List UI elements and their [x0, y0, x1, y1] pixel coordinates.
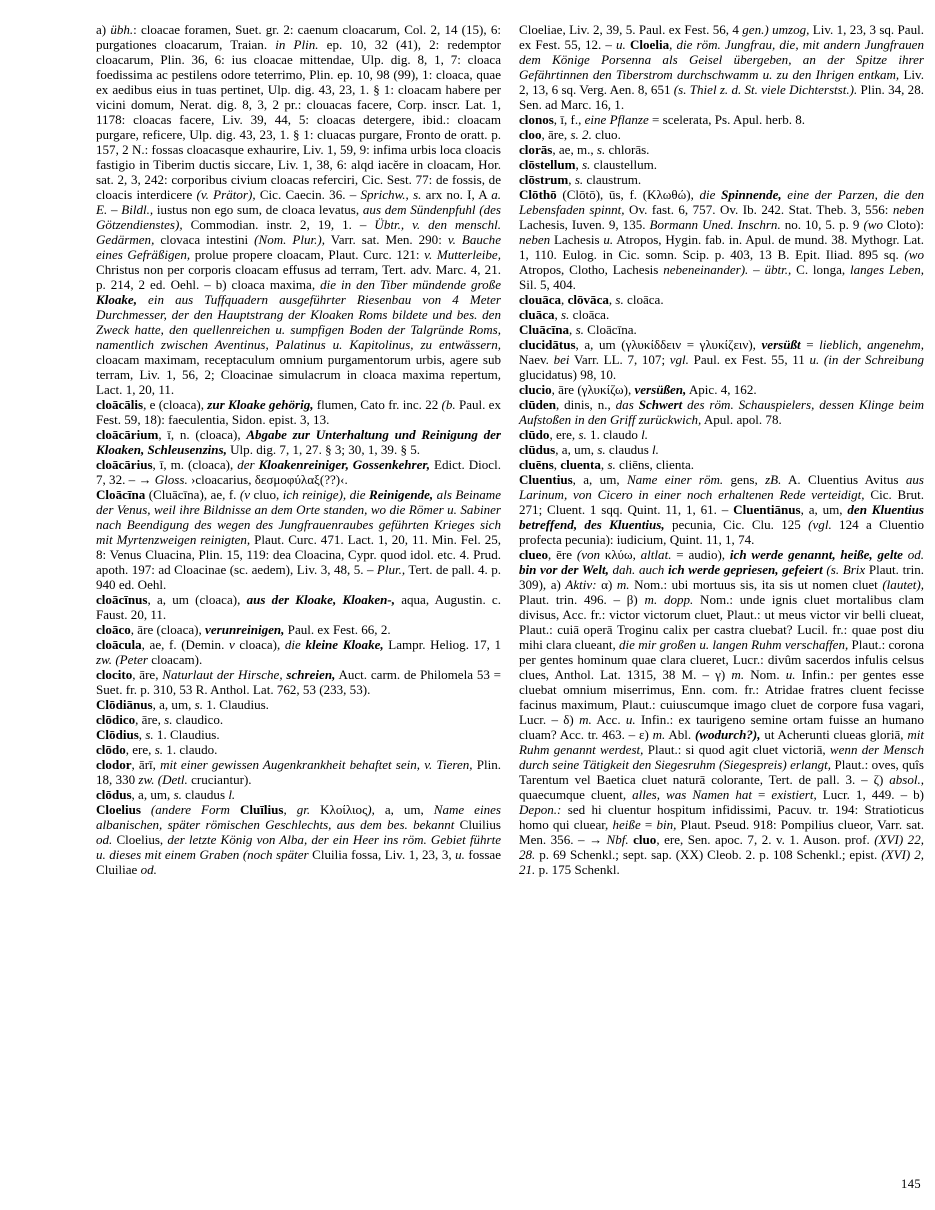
dictionary-entry: clōdus, a, um, s. claudus l. [96, 787, 236, 802]
dictionary-entry: clodor, ārī, mit einer gewissen Augenkrankheit behaftet sein, v. Tieren, Plin. 18, 330 zw. (Detl. cruciantur). [96, 757, 501, 787]
dictionary-entry: clouāca, clōvāca, s. cloāca. [519, 292, 664, 307]
dictionary-entry: Cloelius (andere Form Cluīlius, gr. Κλοίλιος), a, um, Name eines albanischen, später römischen Geschlechts, aus dem bes. bekannt Cluilius od. Cloelius, der letzte König von Alba, der ein Heer ins röm. Gebiet führte u. dieses mit einem Graben (noch später Cluilia fossa, Liv. 1, 23, 3, u. fossae Cluiliae od. [96, 802, 501, 877]
left-column [96, 22, 501, 1157]
dictionary-entry: cloācārium, ī, n. (cloaca), Abgabe zur Unterhaltung und Reinigung der Kloaken, Schleusenzins, Ulp. dig. 7, 1, 27. § 3; 30, 1, 39. § 5. [96, 427, 502, 457]
dictionary-entry: Cluācīna, s. Cloācīna. [519, 322, 637, 337]
dictionary-entry: cloācārius, ī, m. (cloaca), der Kloakenreiniger, Gossenkehrer, Edict. Diocl. 7, 32. – → Gloss. ›cloacarius, δεσμοφύλαξ(??)‹. [96, 457, 501, 487]
dictionary-entry: Clōdius, s. 1. Claudius. [96, 727, 220, 742]
dictionary-entry: clucio, āre (γλυκίζω), versüßen, Apic. 4, 162. [519, 382, 757, 397]
dictionary-entry: cloāco, āre (cloaca), verunreinigen, Paul. ex Fest. 66, 2. [96, 622, 391, 637]
dictionary-entry: clucidātus, a, um (γλυκίδδειν = γλυκίζειν), versüßt = lieblich, angenehm, Naev. bei Varr. LL. 7, 107; vgl. Paul. ex Fest. 55, 11 u. (in der Schreibung glucidatus) 98, 10. [519, 337, 924, 382]
dictionary-entry: cloācīnus, a, um (cloaca), aus der Kloake, Kloaken-, aqua, Augustin. c. Faust. 20, 11. [96, 592, 501, 622]
dictionary-entry: cloācālis, e (cloaca), zur Kloake gehörig, flumen, Cato fr. inc. 22 (b. Paul. ex Fest. 59, 18): faeculentia, Sidon. epist. 3, 13. [96, 397, 501, 427]
dictionary-entry-continuation: a) übh.: cloacae foramen, Suet. gr. 2: caenum cloacarum, Col. 2, 14 (15), 6: purgationes cloacarum, Traian. in Plin. ep. 10, 32 (41), 2: redemptor cloacarum, Plin. 36, 6: ius cloacae mittendae, Ulp. dig. 8, 1, 7: cloaca foedissima ac pestilens odore teterrimo, Plin. ep. 10, 98 (99), 1: cloaca, quae ex aedibus eius in tuas pertinet, Ulp. dig. 43, 23, 1. § 1: cloacam habere per vicini domum, Nerat. dig. 8, 3, 2 pr.: clouacas facere, Corp. inscr. Lat. 1, 1178: cloacas facere, Liv. 39, 44, 5: cloacas detergere, ibid.: cloacam purgare, reficere, Ulp. dig. 43, 23, 1. § 1: cluacas purgare, Fronto de oratt. p. 157, 2 N.: fossas cloacasque exhaurire, Liv. 1, 59, 9: infima urbis loca cloacis fastigio in Tiberim ductis siccare, Liv. 1, 38, 6: alqd iacĕre in cloacam, Hor. sat. 2, 3, 242: corporibus civium cloacas referciri, Cic. Sest. 77: de fossis, de cloacis interdicere (v. Prätor), Cic. Caecin. 36. – Sprichw., s. arx no. I, A a. E. – Bildl., iustus non ego sum, de cloaca levatus, aus dem Sündenpfuhl (des Götzendienstes), Commodian. instr. 2, 19, 1. – Übtr., v. den menschl. Gedärmen, clovaca intestini (Nom. Plur.), Varr. sat. Men. 290: v. Bauche eines Gefräßigen, prolue propere cloacam, Plaut. Curc. 121: v. Mutterleibe, Christus non per corporis cloacam effusus ad terram, Tert. adv. Marc. 4, 21. p. 214, 2 ed. Oehl. – b) cloaca maxima, die in den Tiber mündende große Kloake, ein aus Tuffquadern ausgeführter Riesenbau von 4 Meter Durchmesser, der den Hauptstrang der Kloaken Roms bildete und bes. den Zweck hatte, den quellenreichen u. sumpfigen Boden der Talgründe Roms, namentlich zwischen Aventinus, Palatinus u. Kapitolinus, zu entwässern, cloacam maximam, receptaculum omnium purgamentorum urbis, agere sub terram, Liv. 1, 56, 2; Cloacinae simulacrum in cloaca maxima repertum, Lact. 1, 20, 11. [96, 22, 502, 397]
dictionary-entry-continuation: Cloeliae, Liv. 2, 39, 5. Paul. ex Fest. 56, 4 gen.) umzog, Liv. 1, 23, 3 sq. Paul. ex Fest. 55, 12. – u. Cloelia, die röm. Jungfrau, die, mit andern Jungfrauen dem Könige Porsenna als Geisel übergeben, an der Spitze ihrer Gefährtinnen den Tiberstrom durchschwamm u. zu den Ihrigen entkam, Liv. 2, 13, 6 sq. Verg. Aen. 8, 651 (s. Thiel z. d. St. viele Dichterstst.). Plin. 34, 28. Sen. ad Marc. 16, 1. [519, 22, 924, 112]
dictionary-entry: clūden, dinis, n., das Schwert des röm. Schauspielers, dessen Klinge beim Aufstoßen in den Griff zurückwich, Apul. apol. 78. [519, 397, 925, 427]
two-column-body [96, 22, 924, 1157]
dictionary-entry: clocito, āre, Naturlaut der Hirsche, schreien, Auct. carm. de Philomela 53 = Suet. fr. p. 310, 53 R. Anthol. Lat. 762, 53 (233, 53). [96, 667, 502, 697]
dictionary-entry: cloo, āre, s. 2. cluo. [519, 127, 621, 142]
dictionary-entry: clūdus, a, um, s. claudus l. [519, 442, 659, 457]
dictionary-entry: Cloācīna (Cluācīna), ae, f. (v cluo, ich reinige), die Reinigende, als Beiname der Venus, weil ihre Bildnisse an dem Orte standen, wo die Römer u. Sabiner nach Beendigung des wegen des Jungfrauenraubes geführten Krieges sich mit Myrtenzweigen reinigten, Plaut. Curc. 471. Lact. 1, 20, 11. Min. Fel. 25, 8: Venus Cluacina, Plin. 15, 119: dea Cloacina, Cypr. quod idol. etc. 4. Prud. apoth. 197: ad Cloacinae (sc. aedem), Liv. 3, 48, 5. – Plur., Tert. de pall. 4. p. 940 ed. Oehl. [96, 487, 502, 592]
dictionary-entry: clueo, ēre (von κλύω, altlat. = audio), ich werde genannt, heiße, gelte od. bin vor der Welt, dah. auch ich werde gepriesen, gefeiert (s. Brix Plaut. trin. 309), a) Aktiv: α) m. Nom.: ubi mortuus sis, ita sis ut nomen cluet (lautet), Plaut. trin. 496. – β) m. dopp. Nom.: unde ignis cluet mortalibus clam divisus, Acc. fr.: victor victorum cluet, Plaut.: ut meus victor vir belli clueat, Plaut.: cuiā operā Troginu calix per castra cluebat? Lucil. fr.: quae post diu mihi clara clueant, die mir großen u. langen Ruhm verschaffen, Plaut.: corona per gentes hominum quae clara clueret, Lucr.: divûm sacerdos infulis celsus clues, Anthol. Lat. 1315, 38 M. – γ) m. Nom. u. Infin.: per gentes esse cluebat omnium miserrimus, Enn. com. fr.: Atridae fratres cluent fecisse facinus maximum, Plaut.: cuiuscumque imago cluet de corpore fusa vagari, Lucr. – δ) m. Acc. u. Infin.: ex taurigeno semine ortam fuisse an humano cluam? Acc. tr. 463. – ε) m. Abl. (wodurch?), ut Acherunti clueas gloriā, mit Ruhm genannt werdest, Plaut.: si quod agit cluet victoriā, wenn der Mensch durch seine Tätigkeit den Siegesruhm (Siegespreis) erlangt, Plaut.: oves, quîs Tarentum vel Baetica cluet naturā colorante, Tert. de pall. 3. – ζ) absol., quaecumque cluent, alles, was Namen hat = existiert, Lucr. 1, 449. – b) Depon.: sed hi cluentur hospitum infidissimi, Pacuv. tr. 194: Stratioticus homo qui cluear, heiße = bin, Plaut. Pseud. 918: Pompilius clueor, Varr. sat. Men. 356. – → Nbf. cluo, ere, Sen. apoc. 7, 2. v. 1. Auson. prof. (XVI) 22, 28. p. 69 Schenkl.; sept. sap. (XX) Cleob. 2. p. 108 Schenkl.; epist. (XVI) 2, 21. p. 175 Schenkl. [519, 547, 925, 877]
page-number: 145 [901, 1177, 921, 1191]
dictionary-entry: cloācula, ae, f. (Demin. v cloaca), die kleine Kloake, Lampr. Heliog. 17, 1 zw. (Peter cloacam). [96, 637, 502, 667]
dictionary-entry: clōdico, āre, s. claudico. [96, 712, 224, 727]
dictionary-entry: clōstrum, s. claustrum. [519, 172, 642, 187]
dictionary-entry: Clōthō (Clōtō), ūs, f. (Κλωθώ), die Spinnende, eine der Parzen, die den Lebensfaden spinnt, Ov. fast. 6, 757. Ov. Ib. 242. Stat. Theb. 3, 556: neben Lachesis, Iuven. 9, 135. Bormann Uned. Inschrn. no. 10, 5. p. 9 (wo Cloto): neben Lachesis u. Atropos, Hygin. fab. in. Apul. de mund. 38. Mythogr. Lat. 1, 110. Eulog. in Cic. somn. Scip. p. 403, 13 B. Epit. Iliad. 895 sq. (wo Atropos, Clotho, Lachesis nebeneinander). – übtr., C. longa, langes Leben, Sil. 5, 404. [519, 187, 925, 292]
dictionary-entry: clorās, ae, m., s. chlorās. [519, 142, 650, 157]
dictionary-entry: Cluentius, a, um, Name einer röm. gens, zB. A. Cluentius Avitus aus Larinum, von Cicero in einer noch erhaltenen Rede verteidigt, Cic. Brut. 271; Cluent. 1 sqq. Quint. 11, 1, 61. – Cluentiānus, a, um, den Kluentius betreffend, des Kluentius, pecunia, Cic. Clu. 125 (vgl. 124 a Cluentio profecta pecunia): iudicium, Quint. 11, 1, 74. [519, 472, 925, 547]
dictionary-entry: cluāca, s. cloāca. [519, 307, 610, 322]
dictionary-entry: cluēns, cluenta, s. cliēns, clienta. [519, 457, 695, 472]
dictionary-entry: Clōdiānus, a, um, s. 1. Claudius. [96, 697, 269, 712]
dictionary-entry: clūdo, ere, s. 1. claudo l. [519, 427, 649, 442]
dictionary-entry: clonos, ī, f., eine Pflanze = scelerata, Ps. Apul. herb. 8. [519, 112, 806, 127]
dictionary-entry: clōstellum, s. claustellum. [519, 157, 658, 172]
right-column [519, 22, 924, 1157]
dictionary-entry: clōdo, ere, s. 1. claudo. [96, 742, 218, 757]
